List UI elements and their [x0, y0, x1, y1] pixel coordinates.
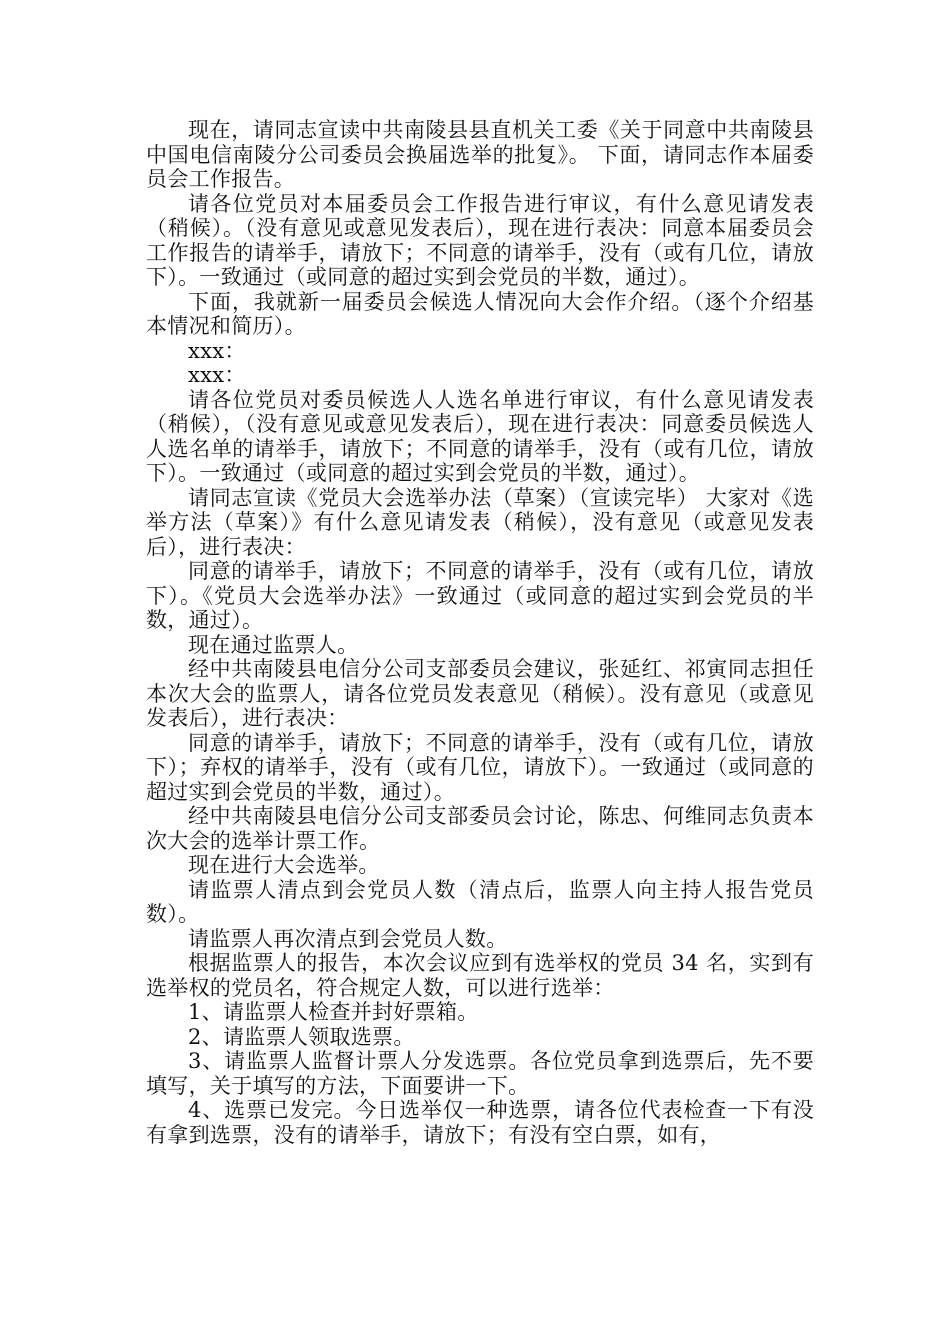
paragraph-11: 同意的请举手，请放下；不同意的请举手，没有（或有几位，请放下）；弃权的请举手，没有（或有几位，请放下）。一致通过（或同意的超过实到会党员的半数，通过）。: [146, 730, 814, 804]
paragraph-14: 请监票人清点到会党员人数（清点后，监票人向主持人报告党员数）。: [146, 877, 814, 926]
paragraph-19: 3、请监票人监督计票人分发选票。各位党员拿到选票后，先不要填写，关于填写的方法，下面要讲一下。: [146, 1049, 814, 1098]
paragraph-6: 请各位党员对委员候选人人选名单进行审议，有什么意见请发表（稍候），（没有意见或意见发表后），现在进行表决：同意委员候选人人选名单的请举手，请放下；不同意的请举手，没有（或有几位，请放下）。一致通过（或同意的超过实到会党员的半数，通过）。: [146, 387, 814, 485]
paragraph-20: 4、选票已发完。今日选举仅一种选票，请各位代表检查一下有没有拿到选票，没有的请举手，请放下；有没有空白票，如有，: [146, 1098, 814, 1147]
paragraph-1: 现在，请同志宣读中共南陵县县直机关工委《关于同意中共南陵县中国电信南陵分公司委员会换届选举的批复》。 下面，请同志作本届委员会工作报告。: [146, 118, 814, 191]
paragraph-16: 根据监票人的报告，本次会议应到有选举权的党员 34 名，实到有选举权的党员名，符合规定人数，可以进行选举：: [146, 951, 814, 1000]
paragraph-15: 请监票人再次清点到会党员人数。: [188, 926, 508, 951]
paragraph-9: 现在通过监票人。: [188, 632, 359, 657]
paragraph-3: 下面，我就新一届委员会候选人情况向大会作介绍。（逐个介绍基本情况和简历）。: [146, 289, 814, 338]
paragraph-8: 同意的请举手，请放下；不同意的请举手，没有（或有几位，请放下）。《党员大会选举办法》一致通过（或同意的超过实到会党员的半数，通过）。: [146, 559, 814, 632]
document-body: [146, 118, 814, 1147]
paragraph-2: 请各位党员对本届委员会工作报告进行审议，有什么意见请发表（稍候）。（没有意见或意见发表后），现在进行表决：同意本届委员会工作报告的请举手，请放下；不同意的请举手，没有（或有几位，请放下）。一致通过（或同意的超过实到会党员的半数，通过）。: [146, 191, 814, 289]
paragraph-7: 请同志宣读《党员大会选举办法（草案）（宣读完毕） 大家对《选举方法（草案）》有什么意见请发表（稍候），没有意见（或意见发表后），进行表决：: [146, 485, 814, 559]
paragraph-10: 经中共南陵县电信分公司支部委员会建议，张延红、祁寅同志担任本次大会的监票人，请各位党员发表意见（稍候）。没有意见（或意见发表后），进行表决：: [146, 657, 814, 730]
paragraph-12: 经中共南陵县电信分公司支部委员会讨论，陈忠、何维同志负责本次大会的选举计票工作。: [146, 804, 814, 853]
paragraph-5: xxx：: [188, 363, 246, 387]
paragraph-13: 现在进行大会选举。: [188, 853, 380, 877]
paragraph-17: 1、请监票人检查并封好票箱。: [188, 1000, 479, 1024]
paragraph-4: xxx：: [188, 338, 246, 363]
paragraph-18: 2、请监票人领取选票。: [188, 1024, 415, 1049]
